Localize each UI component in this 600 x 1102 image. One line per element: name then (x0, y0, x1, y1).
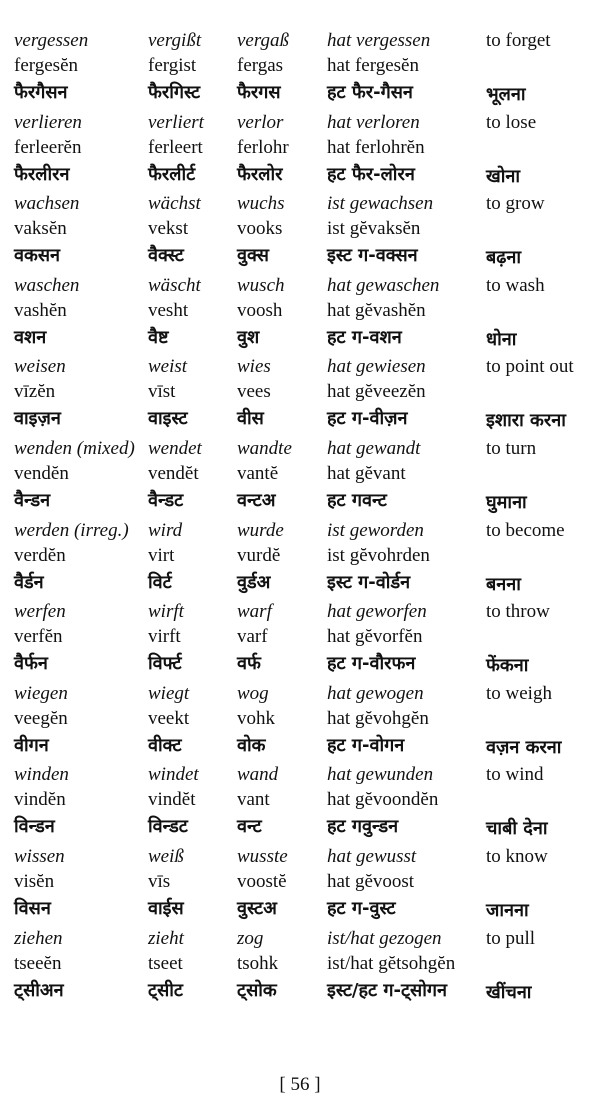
pronunciation-past: voosh (237, 299, 283, 321)
page-number: [ 56 ] (279, 1074, 321, 1095)
german-meaning: to lose (486, 111, 537, 133)
devanagari-past: वन्टअ (237, 489, 276, 511)
german-present-3rd: weist (148, 356, 188, 378)
german-infinitive: wiegen (14, 682, 68, 704)
devanagari-perfect: इस्ट/हट ग-ट्सोगन (327, 979, 448, 1001)
german-perfect: hat gewandt (327, 437, 421, 459)
german-present-3rd: verliert (148, 111, 204, 133)
german-line (14, 601, 594, 625)
german-past: wuchs (237, 193, 285, 215)
devanagari-perfect: हट फैर-लोरन (327, 163, 415, 185)
verb-entry (14, 928, 594, 1010)
german-perfect: hat gewunden (327, 764, 434, 786)
german-meaning: to throw (486, 601, 550, 623)
devanagari-line (14, 406, 594, 430)
german-perfect: ist geworden (327, 519, 424, 541)
verb-entry (14, 764, 594, 846)
german-present-3rd: wird (148, 519, 183, 541)
pronunciation-present-3rd: vīst (148, 381, 176, 403)
pronunciation-line (14, 381, 594, 405)
german-past: wog (237, 682, 269, 704)
german-perfect: ist gewachsen (327, 193, 434, 215)
german-infinitive: ziehen (14, 927, 63, 949)
devanagari-meaning: चाबी देना (486, 818, 548, 840)
german-line (14, 438, 594, 462)
german-line (14, 356, 594, 380)
devanagari-past: वुस्टअ (237, 897, 277, 919)
devanagari-line (14, 733, 594, 757)
devanagari-present-3rd: वीक्ट (148, 734, 182, 756)
pronunciation-infinitive: veegĕn (14, 707, 68, 729)
german-perfect: hat gewogen (327, 682, 424, 704)
german-meaning: to become (486, 519, 565, 541)
verb-entry (14, 275, 594, 357)
german-past: wand (237, 764, 279, 786)
german-past: wusste (237, 845, 288, 867)
german-meaning: to wind (486, 764, 544, 786)
pronunciation-present-3rd: vendĕt (148, 462, 199, 484)
pronunciation-infinitive: vendĕn (14, 462, 69, 484)
pronunciation-past: varf (237, 626, 268, 648)
devanagari-line (14, 162, 594, 186)
pronunciation-line (14, 218, 594, 242)
pronunciation-past: voostĕ (237, 870, 287, 892)
devanagari-present-3rd: वैक्स्ट (148, 245, 184, 267)
german-line (14, 275, 594, 299)
pronunciation-past: ferlohr (237, 136, 289, 158)
devanagari-present-3rd: वाइस्ट (148, 408, 188, 430)
pronunciation-perfect: hat gĕvant (327, 462, 406, 484)
devanagari-line (14, 651, 594, 675)
pronunciation-past: vurdĕ (237, 544, 281, 566)
devanagari-present-3rd: फैरलीर्ट (148, 163, 196, 185)
german-line (14, 683, 594, 707)
devanagari-line (14, 978, 594, 1002)
german-past: vergaß (237, 30, 290, 51)
verb-entry (14, 438, 594, 520)
german-infinitive: winden (14, 764, 69, 786)
pronunciation-line (14, 545, 594, 569)
devanagari-infinitive: वैर्फन (14, 653, 48, 675)
devanagari-meaning: घुमाना (486, 491, 527, 513)
devanagari-line (14, 570, 594, 594)
verb-entry (14, 683, 594, 765)
devanagari-perfect: हट ग-वौरफन (327, 653, 416, 675)
devanagari-past: फैरलोर (237, 163, 283, 185)
german-meaning: to wash (486, 274, 545, 296)
verb-entry (14, 601, 594, 683)
verb-entry (14, 30, 594, 112)
german-line (14, 193, 594, 217)
pronunciation-infinitive: verfĕn (14, 626, 63, 648)
devanagari-perfect: हट गवन्ट (327, 489, 387, 511)
pronunciation-past: vohk (237, 707, 275, 729)
devanagari-present-3rd: ट्सीट (148, 979, 183, 1001)
german-line (14, 846, 594, 870)
devanagari-perfect: हट ग-वीज़न (327, 408, 408, 430)
german-past: wusch (237, 274, 285, 296)
german-line (14, 30, 594, 54)
pronunciation-present-3rd: virft (148, 626, 181, 648)
german-present-3rd: zieht (148, 927, 184, 949)
pronunciation-present-3rd: vīs (148, 870, 171, 892)
german-perfect: hat gewaschen (327, 274, 440, 296)
verb-entry (14, 356, 594, 438)
german-infinitive: wenden (mixed) (14, 437, 135, 459)
pronunciation-past: vant (237, 789, 270, 811)
devanagari-present-3rd: वैष्ट (148, 326, 169, 348)
devanagari-infinitive: वशन (14, 326, 47, 348)
devanagari-perfect: हट ग-वुस्ट (327, 897, 396, 919)
pronunciation-line (14, 953, 594, 977)
devanagari-infinitive: ट्सीअन (14, 979, 64, 1001)
devanagari-line (14, 488, 594, 512)
pronunciation-infinitive: vindĕn (14, 789, 66, 811)
german-meaning: to weigh (486, 682, 552, 704)
german-present-3rd: wiegt (148, 682, 190, 704)
german-present-3rd: wendet (148, 437, 202, 459)
pronunciation-line (14, 55, 594, 79)
german-infinitive: werfen (14, 601, 66, 623)
devanagari-meaning: इशारा करना (486, 410, 566, 432)
devanagari-past: वर्फ (237, 653, 261, 675)
pronunciation-line (14, 626, 594, 650)
devanagari-past: फैरगस (237, 82, 281, 103)
devanagari-meaning: धोना (486, 328, 517, 350)
pronunciation-infinitive: vīzĕn (14, 381, 56, 403)
pronunciation-line (14, 708, 594, 732)
german-present-3rd: vergißt (148, 30, 202, 51)
german-infinitive: wachsen (14, 193, 80, 215)
pronunciation-present-3rd: veekt (148, 707, 190, 729)
devanagari-line (14, 243, 594, 267)
pronunciation-present-3rd: fergist (148, 55, 197, 76)
german-meaning: to forget (486, 30, 551, 51)
pronunciation-infinitive: vaksĕn (14, 218, 67, 240)
pronunciation-infinitive: visĕn (14, 870, 55, 892)
pronunciation-line (14, 300, 594, 324)
german-past: wurde (237, 519, 284, 541)
pronunciation-perfect: hat fergesĕn (327, 55, 419, 76)
devanagari-infinitive: वाइज़न (14, 408, 61, 430)
devanagari-past: वुश (237, 326, 260, 348)
pronunciation-perfect: ist/hat gĕtsohgĕn (327, 952, 456, 974)
devanagari-present-3rd: विन्डट (148, 816, 188, 838)
pronunciation-present-3rd: tseet (148, 952, 183, 974)
pronunciation-perfect: hat gĕvoost (327, 870, 415, 892)
devanagari-meaning: बनना (486, 573, 521, 595)
german-present-3rd: windet (148, 764, 199, 786)
pronunciation-perfect: hat gĕvashĕn (327, 299, 426, 321)
devanagari-meaning: बढ़ना (486, 247, 522, 269)
devanagari-present-3rd: विर्फ्ट (148, 653, 182, 675)
devanagari-meaning: खींचना (486, 981, 532, 1003)
german-infinitive: werden (irreg.) (14, 519, 129, 541)
german-infinitive: waschen (14, 274, 80, 296)
german-line (14, 520, 594, 544)
pronunciation-perfect: hat ferlohrĕn (327, 136, 425, 158)
pronunciation-past: tsohk (237, 952, 279, 974)
devanagari-line (14, 814, 594, 838)
pronunciation-infinitive: vashĕn (14, 299, 67, 321)
german-line (14, 928, 594, 952)
german-meaning: to grow (486, 193, 545, 215)
devanagari-meaning: भूलना (486, 84, 526, 105)
german-line (14, 764, 594, 788)
german-infinitive: weisen (14, 356, 66, 378)
devanagari-meaning: वज़न करना (486, 736, 562, 758)
verb-entry (14, 520, 594, 602)
german-present-3rd: wirft (148, 601, 184, 623)
verb-entry (14, 193, 594, 275)
german-perfect: hat geworfen (327, 601, 427, 623)
devanagari-perfect: हट ग-वोगन (327, 734, 405, 756)
devanagari-past: वोक (237, 734, 266, 756)
devanagari-line (14, 80, 594, 104)
devanagari-infinitive: वीगन (14, 734, 49, 756)
devanagari-present-3rd: विर्ट (148, 571, 172, 593)
pronunciation-line (14, 463, 594, 487)
pronunciation-perfect: hat gĕvorfĕn (327, 626, 423, 648)
devanagari-line (14, 325, 594, 349)
verb-entry (14, 112, 594, 194)
devanagari-perfect: हट ग-वशन (327, 326, 402, 348)
pronunciation-past: vantĕ (237, 462, 279, 484)
german-present-3rd: wächst (148, 193, 201, 215)
pronunciation-infinitive: fergesĕn (14, 55, 79, 76)
devanagari-perfect: हट गवुन्डन (327, 816, 399, 838)
devanagari-perfect: हट फैर-गैसन (327, 82, 413, 103)
pronunciation-line (14, 789, 594, 813)
devanagari-past: वीस (237, 408, 264, 430)
german-past: warf (237, 601, 272, 623)
pronunciation-present-3rd: vesht (148, 299, 189, 321)
devanagari-infinitive: फैरलीरन (14, 163, 70, 185)
german-meaning: to turn (486, 437, 537, 459)
pronunciation-infinitive: verdĕn (14, 544, 66, 566)
pronunciation-perfect: hat gĕveezĕn (327, 381, 426, 403)
german-infinitive: vergessen (14, 30, 89, 51)
german-past: wies (237, 356, 271, 378)
devanagari-infinitive: विसन (14, 897, 51, 919)
devanagari-infinitive: विन्डन (14, 816, 55, 838)
devanagari-line (14, 896, 594, 920)
german-past: zog (237, 927, 264, 949)
pronunciation-past: fergas (237, 55, 284, 76)
devanagari-infinitive: वकसन (14, 245, 60, 267)
devanagari-past: वुक्स (237, 245, 269, 267)
pronunciation-perfect: hat gĕvohgĕn (327, 707, 429, 729)
german-meaning: to know (486, 845, 548, 867)
pronunciation-past: vooks (237, 218, 283, 240)
german-line (14, 112, 594, 136)
devanagari-infinitive: वैर्डन (14, 571, 44, 593)
devanagari-present-3rd: फैरगिस्ट (148, 82, 201, 103)
devanagari-past: ट्सोक (237, 979, 277, 1001)
german-meaning: to pull (486, 927, 536, 949)
devanagari-meaning: फेंकना (486, 655, 529, 677)
pronunciation-present-3rd: virt (148, 544, 175, 566)
pronunciation-infinitive: tseeĕn (14, 952, 62, 974)
german-present-3rd: wäscht (148, 274, 201, 296)
devanagari-past: वुर्डअ (237, 571, 271, 593)
german-infinitive: verlieren (14, 111, 82, 133)
german-present-3rd: weiß (148, 845, 184, 867)
pronunciation-present-3rd: vekst (148, 218, 189, 240)
german-perfect: ist/hat gezogen (327, 927, 442, 949)
pronunciation-perfect: ist gĕvohrden (327, 544, 430, 566)
devanagari-meaning: खोना (486, 165, 521, 187)
german-perfect: hat vergessen (327, 30, 431, 51)
pronunciation-present-3rd: vindĕt (148, 789, 196, 811)
devanagari-infinitive: वैन्डन (14, 489, 51, 511)
pronunciation-perfect: hat gĕvoondĕn (327, 789, 439, 811)
verb-entry (14, 846, 594, 928)
pronunciation-line (14, 137, 594, 161)
devanagari-present-3rd: वैन्डट (148, 489, 184, 511)
pronunciation-perfect: ist gĕvaksĕn (327, 218, 421, 240)
devanagari-present-3rd: वाईस (148, 897, 184, 919)
german-past: verlor (237, 111, 284, 133)
devanagari-past: वन्ट (237, 816, 262, 838)
german-meaning: to point out (486, 356, 574, 378)
devanagari-meaning: जानना (486, 899, 529, 921)
verb-entries-list (14, 30, 594, 1009)
german-infinitive: wissen (14, 845, 65, 867)
pronunciation-infinitive: ferleerĕn (14, 136, 82, 158)
german-past: wandte (237, 437, 292, 459)
pronunciation-present-3rd: ferleert (148, 136, 203, 158)
pronunciation-past: vees (237, 381, 271, 403)
german-perfect: hat gewusst (327, 845, 417, 867)
devanagari-infinitive: फैरगैसन (14, 82, 68, 103)
devanagari-perfect: इस्ट ग-वक्सन (327, 245, 418, 267)
german-perfect: hat gewiesen (327, 356, 426, 378)
devanagari-perfect: इस्ट ग-वोर्डन (327, 571, 411, 593)
german-perfect: hat verloren (327, 111, 420, 133)
pronunciation-line (14, 871, 594, 895)
